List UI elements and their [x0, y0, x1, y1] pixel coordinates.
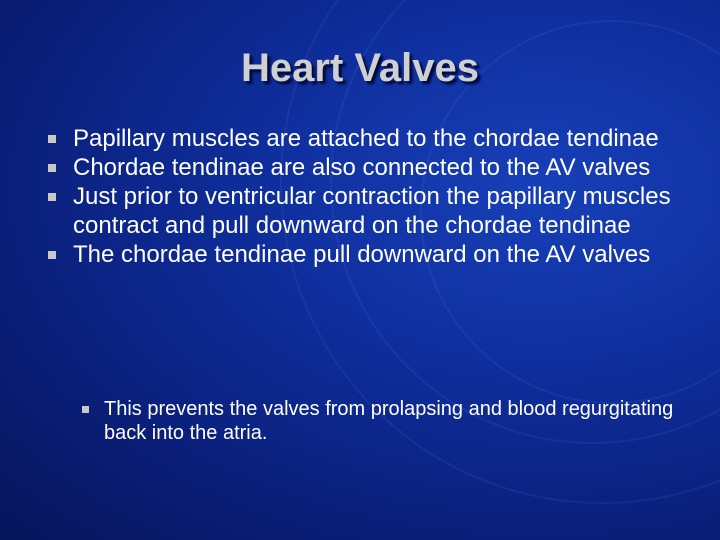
square-bullet-icon — [48, 251, 56, 259]
square-bullet-icon — [82, 406, 89, 413]
bullet-item — [48, 182, 688, 240]
bullet-text: Chordae tendinae are also connected to the AV valves — [73, 154, 651, 181]
bullet-item — [48, 124, 688, 153]
sub-bullet-item — [82, 397, 682, 445]
sub-bullet-list — [82, 397, 682, 445]
square-bullet-icon — [48, 193, 56, 201]
bullet-item — [48, 153, 688, 182]
bullet-text: Papillary muscles are attached to the chordae tendinae — [73, 125, 659, 152]
square-bullet-icon — [48, 135, 56, 143]
bullet-list — [48, 124, 688, 269]
square-bullet-icon — [48, 164, 56, 172]
bullet-item — [48, 240, 688, 269]
bullet-text: Just prior to ventricular contraction the papillary muscles contract and pull downward on the chordae tendinae — [73, 183, 671, 239]
bullet-text: The chordae tendinae pull downward on the AV valves — [73, 241, 651, 268]
sub-bullet-text: This prevents the valves from prolapsing and blood regurgitating back into the atria. — [104, 398, 674, 444]
slide-title: Heart Valves — [241, 46, 479, 90]
